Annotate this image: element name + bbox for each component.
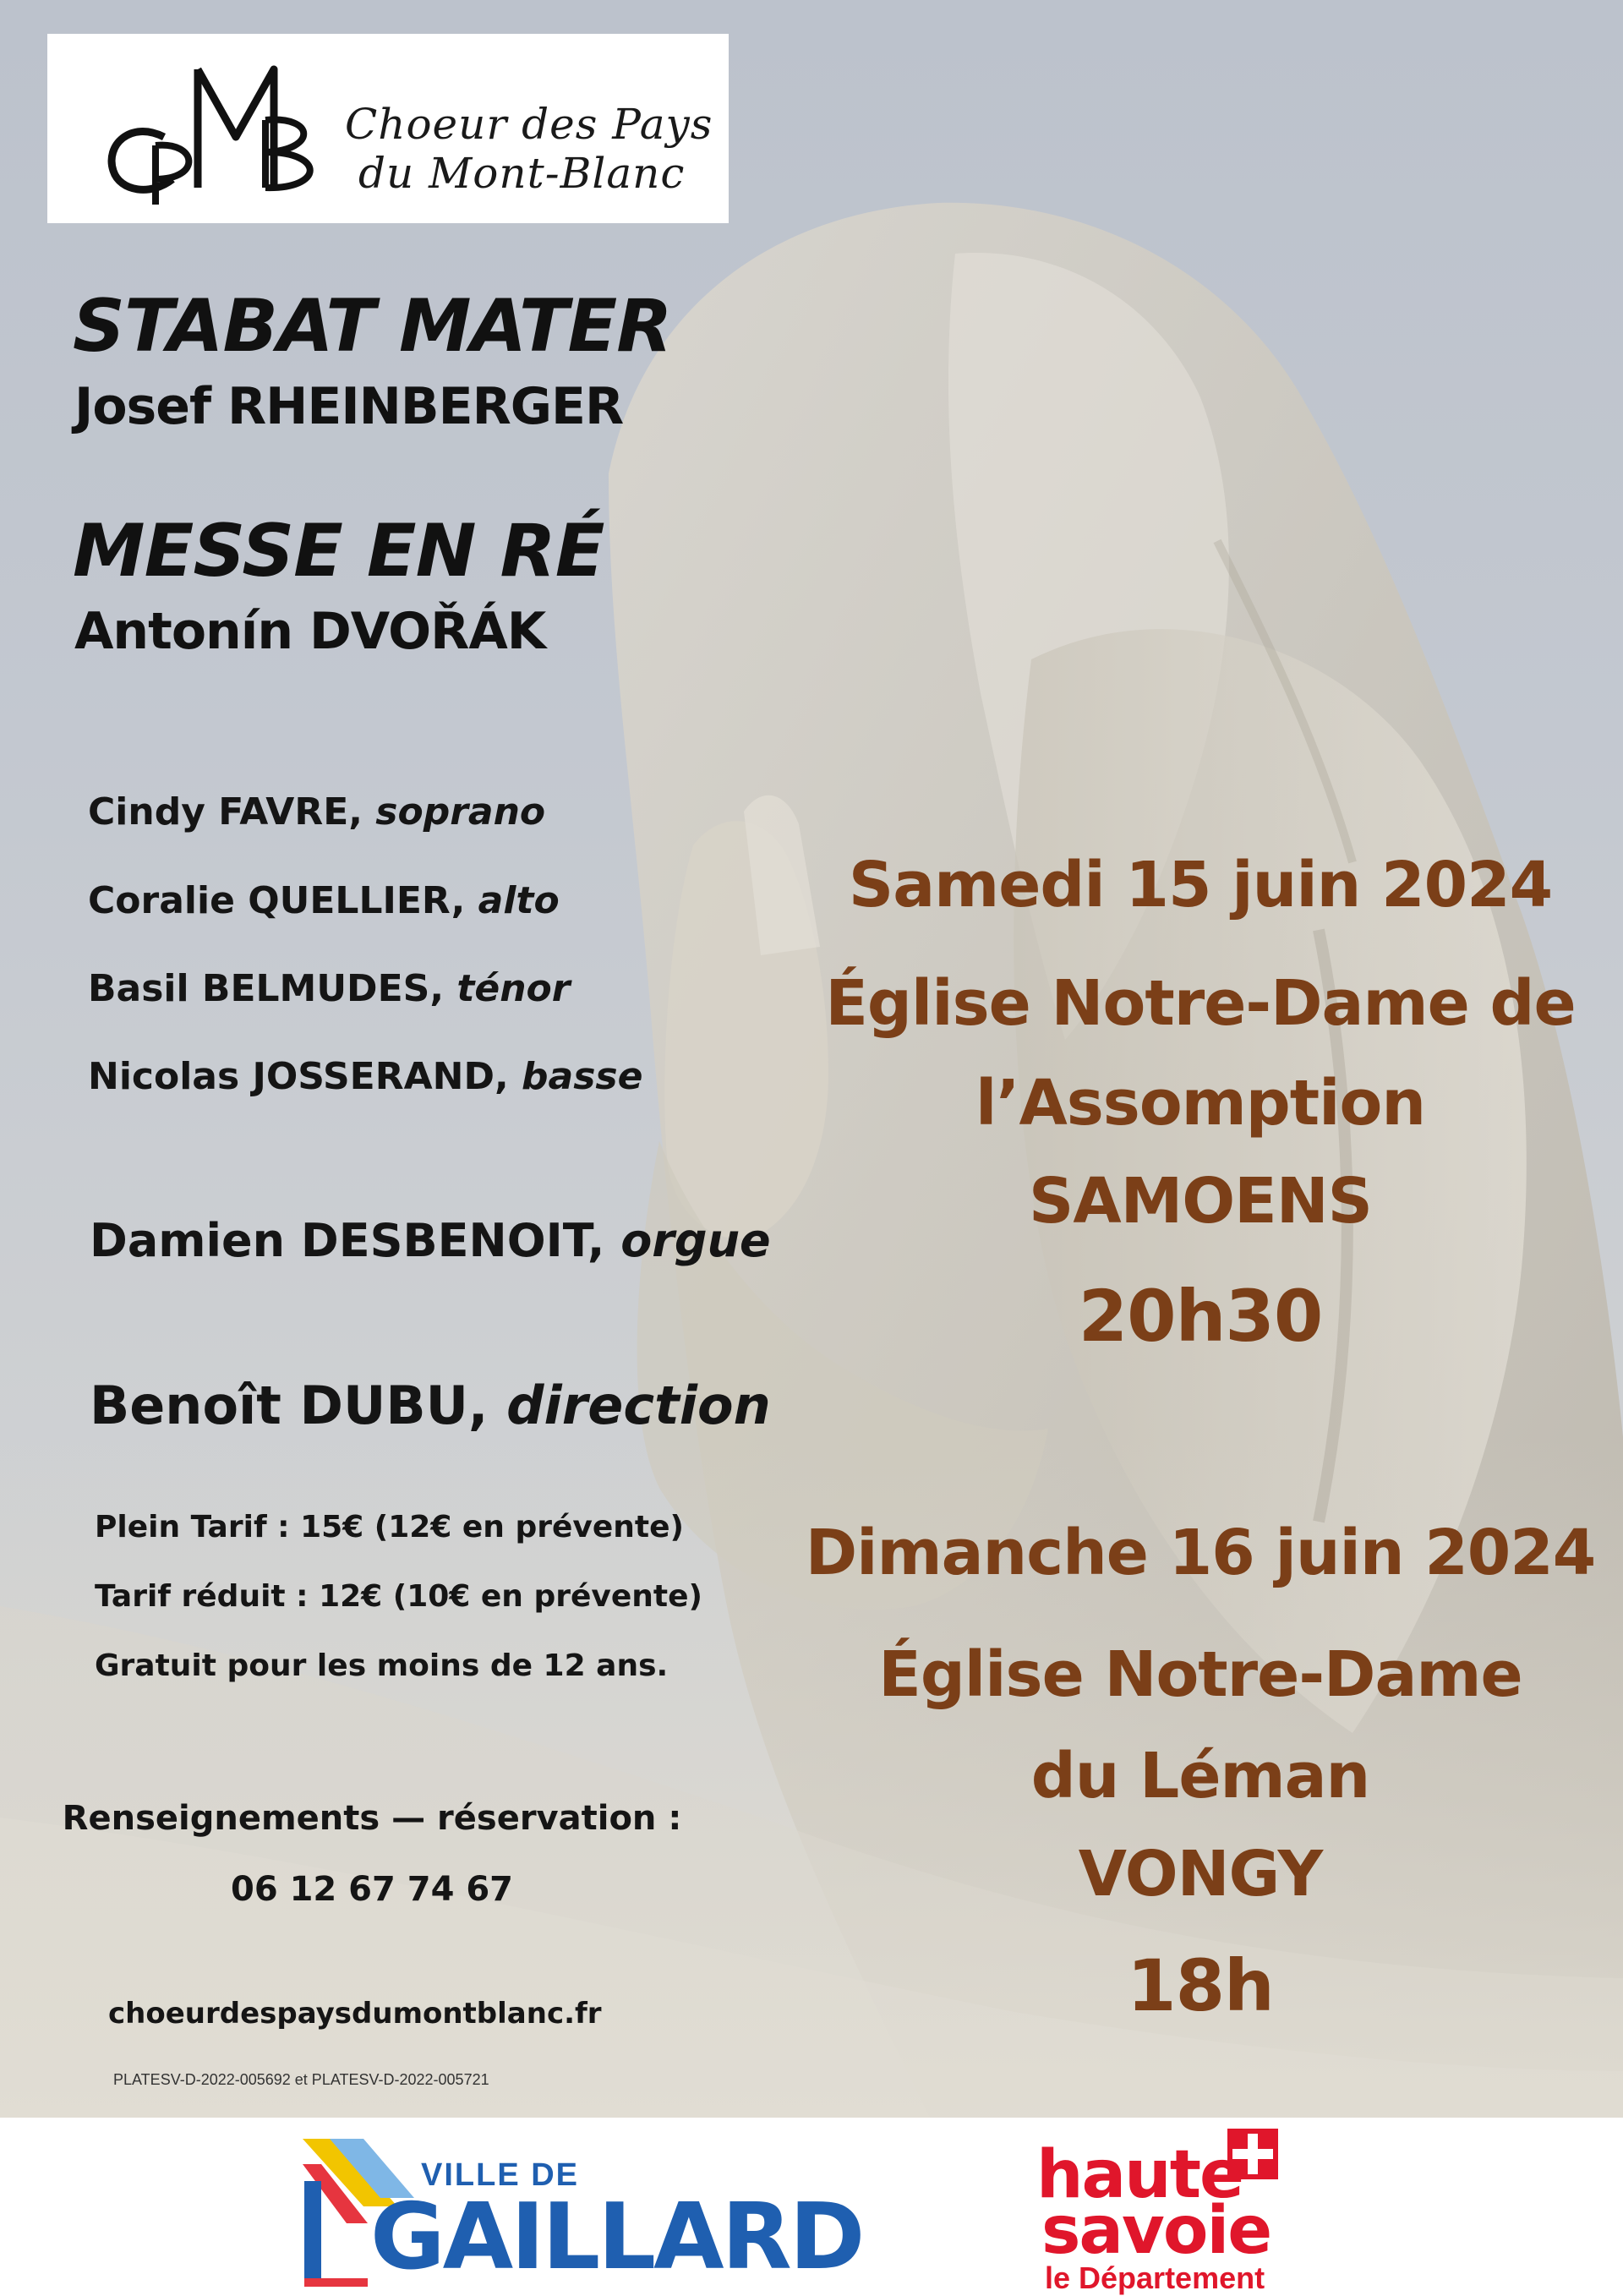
organist-role: orgue <box>620 1214 771 1267</box>
price-reduced: Tarif réduit : 12€ (10€ en prévente) <box>95 1579 702 1614</box>
concert2-date: Dimanche 16 juin 2024 <box>805 1517 1596 1589</box>
license-numbers: PLATESV-D-2022-005692 et PLATESV-D-2022-005721 <box>113 2071 489 2088</box>
soloist-tenor <box>88 967 571 1010</box>
choir-logo <box>47 34 729 223</box>
concert1-town: SAMOENS <box>1029 1165 1372 1238</box>
soloist-bass <box>88 1055 642 1098</box>
soloist-role: basse <box>522 1055 643 1098</box>
gaillard-small-label: VILLE DE <box>421 2157 580 2193</box>
haute-savoie-line3: le Département <box>1045 2260 1265 2295</box>
soloist-role: alto <box>478 879 560 922</box>
composer-rheinberger: Josef RHEINBERGER <box>74 377 624 436</box>
soloist-soprano <box>88 790 545 834</box>
work-title-stabat: STABAT MATER <box>73 284 672 369</box>
contact-phone[interactable]: 06 12 67 74 67 <box>230 1870 514 1909</box>
gaillard-name: GAILLARD <box>370 2184 863 2290</box>
haute-savoie-line1: haute <box>1036 2137 1243 2213</box>
soloist-name: Cindy FAVRE, <box>88 790 376 834</box>
website-link[interactable]: choeurdespaysdumontblanc.fr <box>108 1997 602 2031</box>
soloist-role: soprano <box>375 790 546 834</box>
concert2-town: VONGY <box>1078 1838 1323 1911</box>
conductor-role: direction <box>506 1375 771 1436</box>
concert2-time: 18h <box>1127 1944 1274 2027</box>
price-full: Plein Tarif : 15€ (12€ en prévente) <box>95 1510 684 1544</box>
concert2-venue-line1: Église Notre-Dame <box>878 1638 1522 1711</box>
soloist-role: ténor <box>456 967 571 1010</box>
work-title-messe: MESSE EN RÉ <box>73 509 604 593</box>
price-free: Gratuit pour les moins de 12 ans. <box>95 1648 669 1683</box>
concert1-date: Samedi 15 juin 2024 <box>848 849 1553 921</box>
haute-savoie-line2: savoie <box>1041 2193 1271 2269</box>
organist <box>90 1214 771 1267</box>
choir-name-line2: du Mont-Blanc <box>358 149 686 198</box>
composer-dvorak: Antonín DVOŘÁK <box>74 602 546 661</box>
concert1-time: 20h30 <box>1078 1275 1323 1358</box>
organist-name: Damien DESBENOIT, <box>90 1214 621 1267</box>
concert1-venue-line2: l’Assomption <box>975 1067 1425 1140</box>
contact-label: Renseignements — réservation : <box>62 1799 682 1838</box>
soloist-name: Nicolas JOSSERAND, <box>88 1055 522 1098</box>
soloist-name: Coralie QUELLIER, <box>88 879 478 922</box>
choir-monogram-icon <box>71 44 342 213</box>
soloist-alto <box>88 879 560 922</box>
conductor <box>90 1375 771 1436</box>
conductor-name: Benoît DUBU, <box>90 1375 507 1436</box>
concert2-venue-line2: du Léman <box>1030 1740 1370 1812</box>
choir-name-line1: Choeur des Pays <box>345 100 713 149</box>
soloist-name: Basil BELMUDES, <box>88 967 457 1010</box>
concert1-venue-line1: Église Notre-Dame de <box>825 967 1576 1040</box>
